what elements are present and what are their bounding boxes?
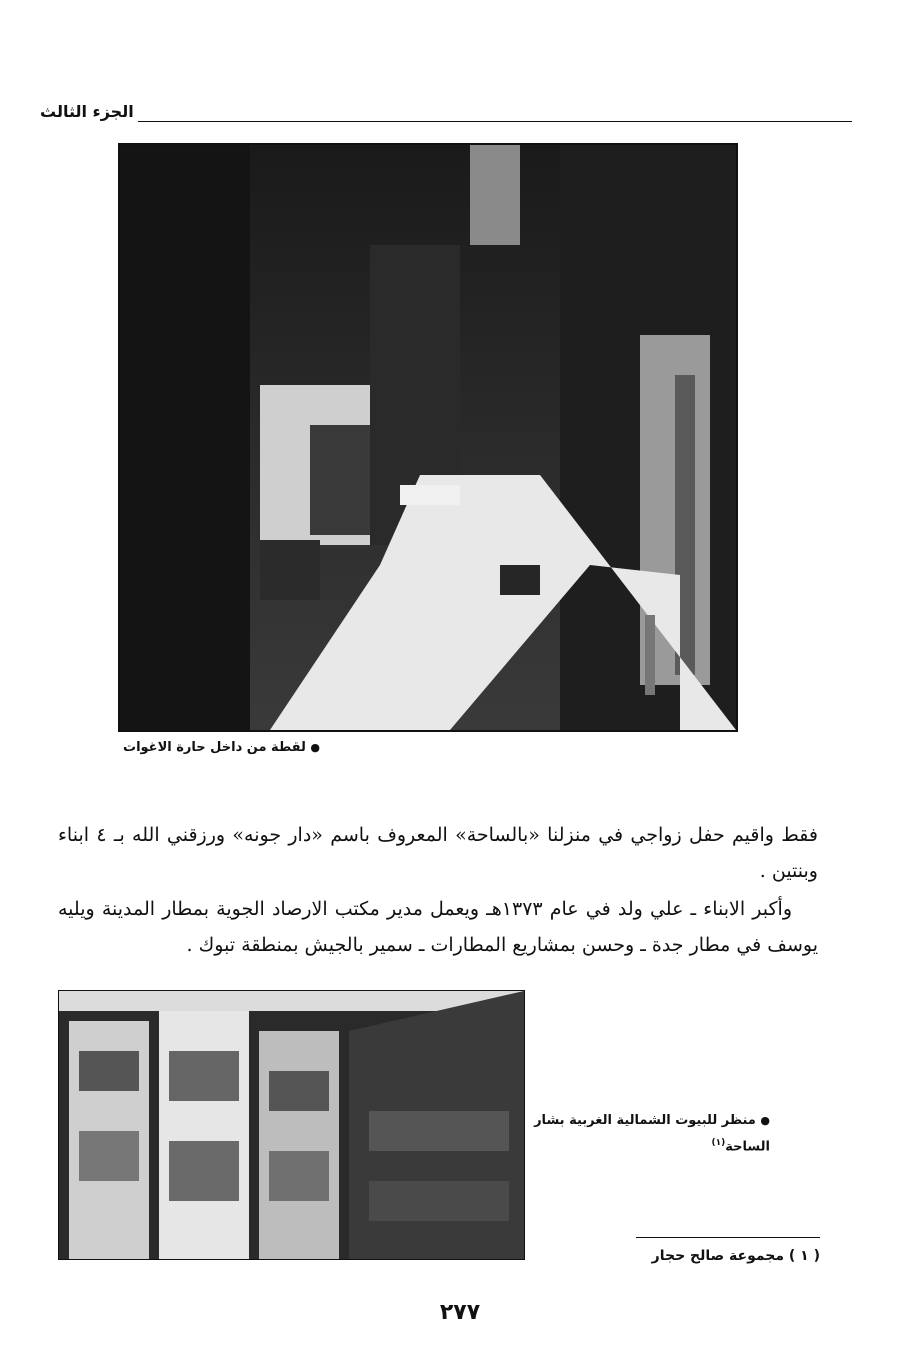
footnote-rule bbox=[636, 1237, 820, 1238]
caption-houses-photo bbox=[530, 1110, 770, 1158]
footnote-marker: (١) bbox=[711, 1138, 726, 1148]
page-number: ٢٧٧ bbox=[439, 1300, 481, 1325]
caption-alley-text: لقطة من داخل حارة الاغوات bbox=[123, 740, 306, 755]
header-rule bbox=[138, 121, 852, 122]
bullet-icon: ● bbox=[760, 1114, 770, 1127]
photo-alley-interior bbox=[118, 143, 738, 732]
running-header-title: الجزء الثالث bbox=[40, 102, 134, 121]
caption-houses-text: منظر للبيوت الشمالية الغربية بشار الساحة bbox=[534, 1113, 770, 1155]
body-paragraph-2: وأكبر الابناء ـ علي ولد في عام ١٣٧٣هـ ويعمل مدير مكتب الارصاد الجوية بمطار المدينة ويليه يوسف في مطار جدة ـ وحسن بمشاريع المطارات ـ سمير بالجيش بمنطقة تبوك . bbox=[58, 898, 818, 956]
caption-alley-photo bbox=[120, 737, 320, 759]
footnote: ( ١ ) مجموعة صالح حجار bbox=[651, 1248, 820, 1264]
body-paragraph-1: فقط واقيم حفل زواجي في منزلنا «بالساحة» المعروف باسم «دار جونه» ورزقني الله بـ ٤ ابناء وبنتين . bbox=[58, 824, 818, 882]
photo-northwest-houses bbox=[58, 990, 525, 1260]
bullet-icon: ● bbox=[310, 741, 320, 754]
